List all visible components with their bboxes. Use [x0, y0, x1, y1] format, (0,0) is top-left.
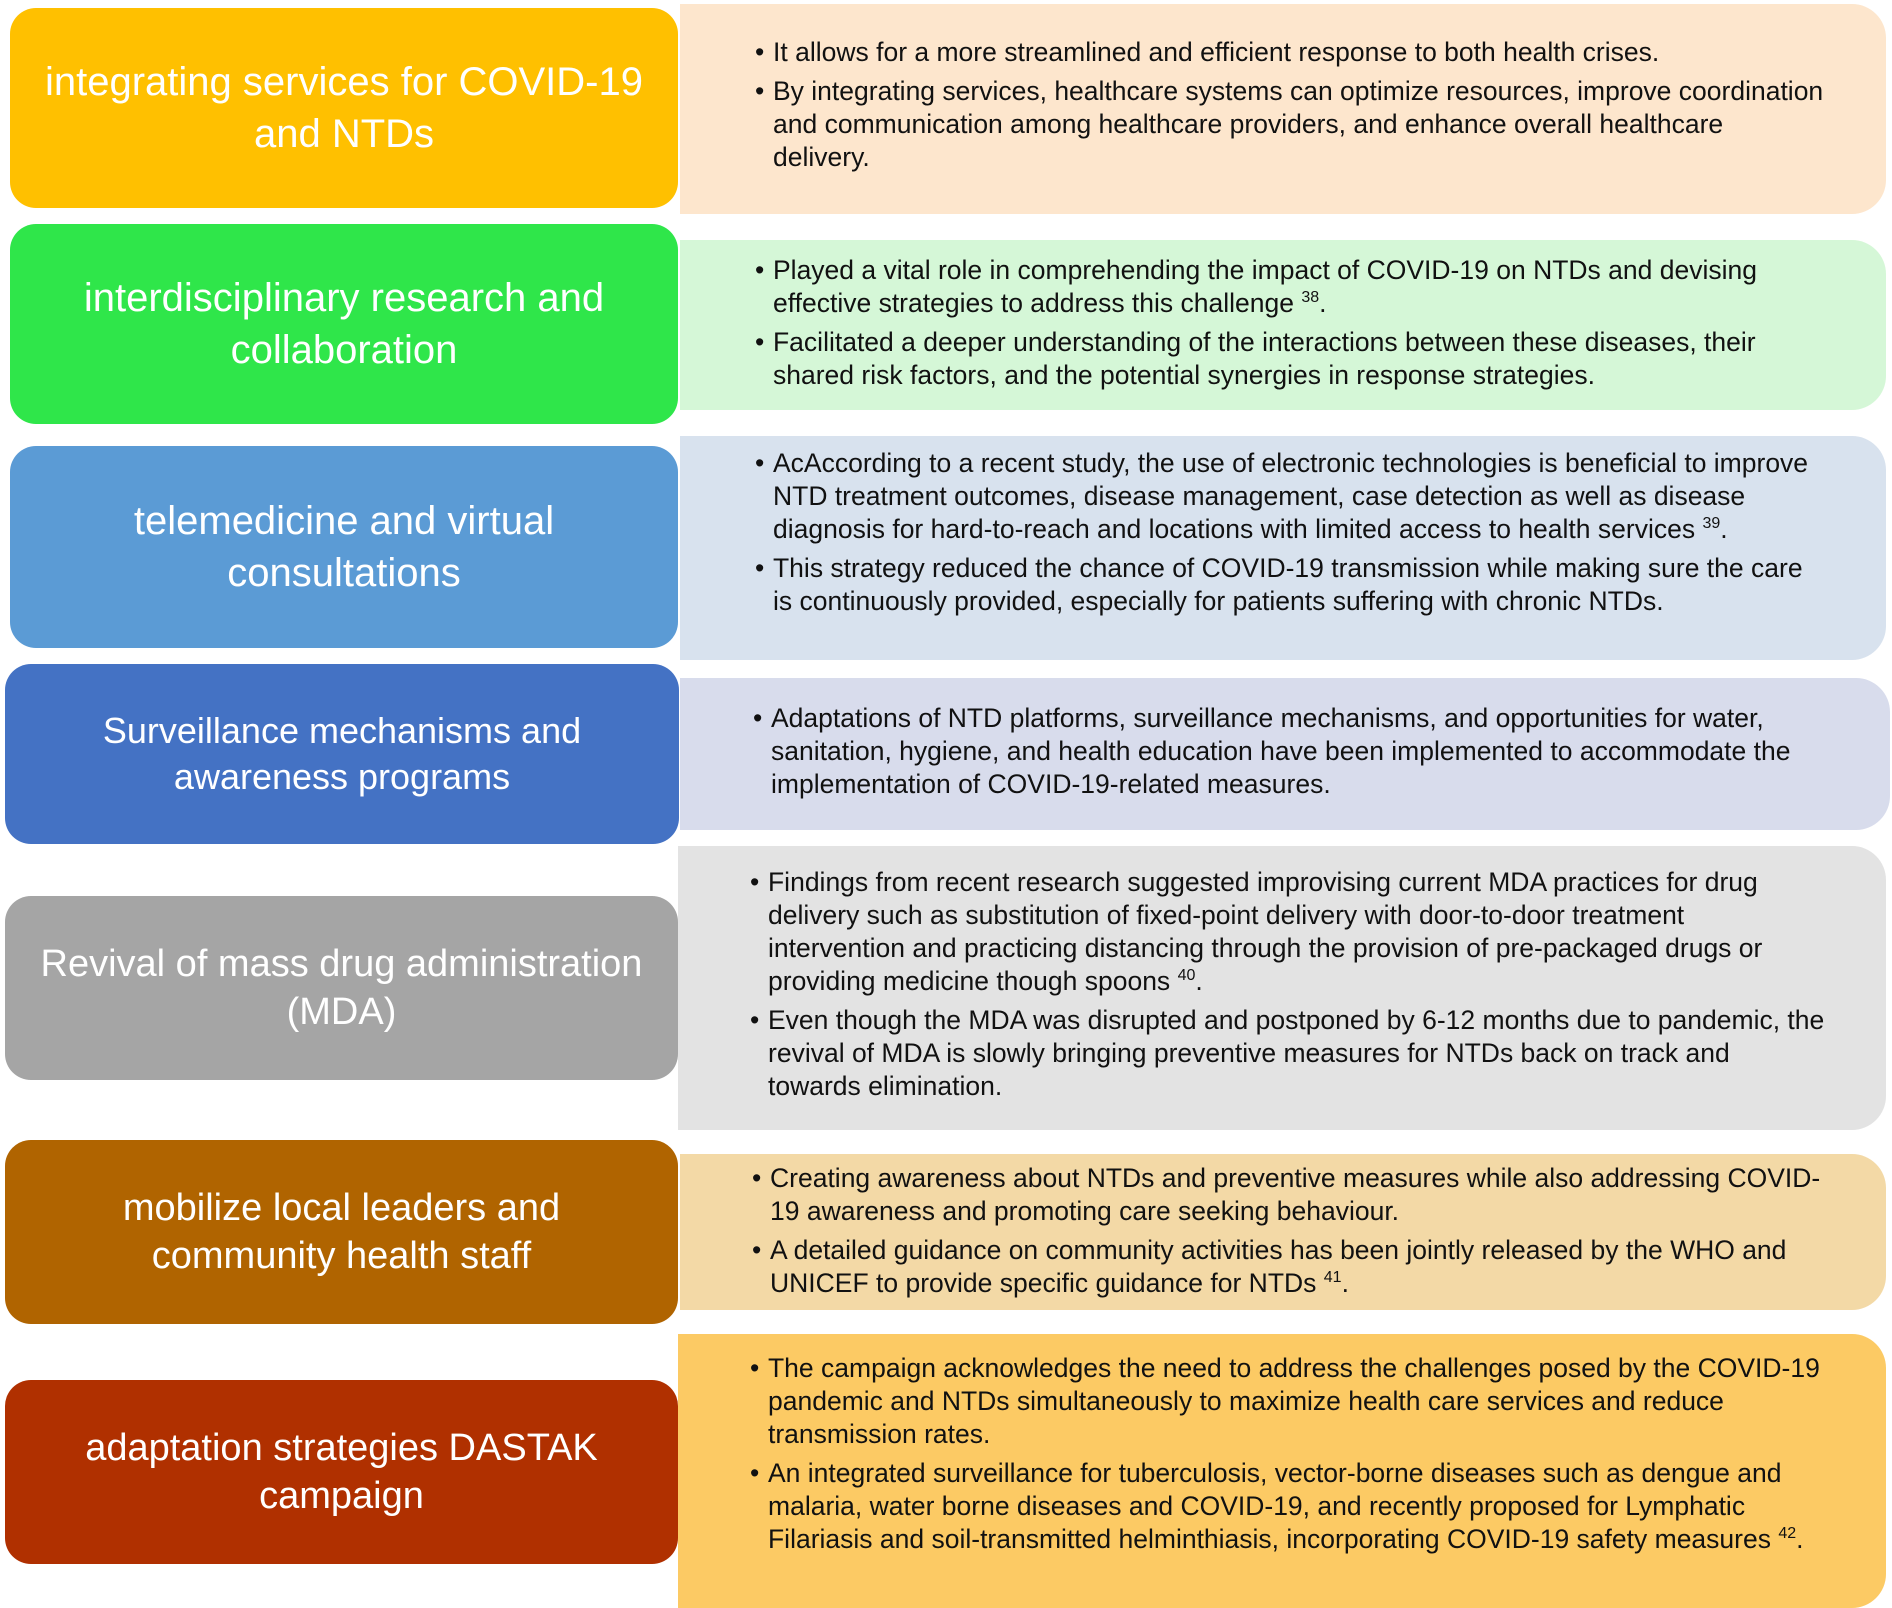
- bullet-text: Findings from recent research suggested improvising current MDA practices for drug delivery such as substitution of fixed-point delivery with door-to-door treatment intervention and practicing distancing through the provision of pre-packaged drugs or providing medicine though spoons: [768, 867, 1763, 996]
- bullet-text: A detailed guidance on community activities has been jointly released by the WHO and UNICEF to provide specific guidance for NTDs: [770, 1235, 1787, 1298]
- citation-ref: 38: [1301, 289, 1320, 306]
- bullet-item: • A detailed guidance on community activities has been jointly released by the WHO and UNICEF to provide specific guidance for NTDs $^{41}$.: [752, 1235, 1787, 1298]
- bullet-text: AcAccording to a recent study, the use of electronic technologies is beneficial to improve NTD treatment outcomes, disease management, case detection as well as disease diagnosis for hard-to-reach and locations with limited access to health services: [773, 448, 1809, 544]
- row-title: interdisciplinary research and collaboration: [83, 276, 605, 372]
- row-title-box: [10, 224, 678, 424]
- bullet-text: Played a vital role in comprehending the impact of COVID-19 on NTDs and devising effective strategies to address this challenge: [773, 255, 1757, 318]
- bullet-text: It allows for a more streamlined and efficient response to both health crises.: [773, 37, 1660, 67]
- bullet-dot-icon: •: [750, 867, 760, 897]
- bullet-dot-icon: •: [750, 1353, 760, 1383]
- bullet-dot-icon: •: [750, 1005, 760, 1035]
- bullet-list: [750, 866, 1826, 1103]
- bullet-text: Creating awareness about NTDs and preventive measures while also addressing COVID-19 awareness and promoting care seeking behaviour.: [770, 1163, 1821, 1226]
- bullet-item: [755, 36, 1826, 69]
- bullet-item: • Findings from recent research suggested improvising current MDA practices for drug delivery such as substitution of fixed-point delivery with door-to-door treatment intervention and practicing distancing through the provision of pre-packaged drugs or providing medicine though spoons $^{40}$.: [750, 867, 1763, 996]
- row-panel: [678, 1334, 1886, 1608]
- bullet-text: Adaptations of NTD platforms, surveillance mechanisms, and opportunities for water, sanitation, hygiene, and health education have been implemented to accommodate the implementation of COVID-19-related measures.: [771, 703, 1791, 799]
- bullet-list: [752, 1162, 1826, 1300]
- row-panel: [680, 1154, 1886, 1310]
- row-title: Surveillance mechanisms and awareness programs: [102, 710, 582, 797]
- row-panel: [680, 4, 1886, 214]
- bullet-dot-icon: •: [750, 1458, 760, 1488]
- bullet-list: [753, 702, 1830, 801]
- bullet-dot-icon: •: [755, 448, 765, 478]
- bullet-item: [752, 1162, 1826, 1228]
- row-title-box: [5, 1380, 678, 1564]
- row-title-box: [5, 896, 678, 1080]
- row-title: mobilize local leaders and community health staff: [122, 1187, 561, 1277]
- bullet-list: [755, 447, 1826, 618]
- bullet-text: This strategy reduced the chance of COVID-19 transmission while making sure the care is continuously provided, especially for patients suffering with chronic NTDs.: [773, 553, 1803, 616]
- bullet-dot-icon: •: [752, 1163, 762, 1193]
- bullet-item: • Played a vital role in comprehending the impact of COVID-19 on NTDs and devising effective strategies to address this challenge $^{38}$.: [755, 255, 1757, 318]
- bullet-item: [750, 1004, 1826, 1103]
- bullet-list: [755, 36, 1826, 174]
- citation-ref: 41: [1323, 1269, 1342, 1286]
- bullet-text: Even though the MDA was disrupted and postponed by 6-12 months due to pandemic, the revival of MDA is slowly bringing preventive measures for NTDs back on track and towards elimination.: [768, 1005, 1825, 1101]
- bullet-item: • AcAccording to a recent study, the use of electronic technologies is beneficial to improve NTD treatment outcomes, disease management, case detection as well as disease diagnosis for hard-to-reach and locations with limited access to health services $^{39}$.: [755, 448, 1809, 544]
- bullet-list: [755, 254, 1826, 392]
- row-title-box: [5, 664, 679, 844]
- citation-ref: 39: [1702, 515, 1721, 532]
- bullet-item: [755, 75, 1826, 174]
- bullet-item: [753, 702, 1830, 801]
- citation-ref: 42: [1778, 1525, 1797, 1542]
- bullet-item: [755, 552, 1826, 618]
- row-title: integrating services for COVID-19 and NTDs: [44, 60, 643, 156]
- bullet-dot-icon: •: [755, 255, 765, 285]
- row-title-box: [10, 446, 678, 648]
- bullet-text: Facilitated a deeper understanding of the interactions between these diseases, their shared risk factors, and the potential synergies in response strategies.: [773, 327, 1756, 390]
- bullet-text: An integrated surveillance for tuberculosis, vector-borne diseases such as dengue and malaria, water borne diseases and COVID-19, and recently proposed for Lymphatic Filariasis and soil-transmitted helminthiasis, incorporating COVID-19 safety measures: [768, 1458, 1782, 1554]
- row-title: Revival of mass drug administration (MDA): [40, 943, 643, 1033]
- bullet-dot-icon: •: [755, 76, 765, 106]
- bullet-dot-icon: •: [755, 327, 765, 357]
- row-title: adaptation strategies DASTAK campaign: [85, 1427, 598, 1517]
- bullet-dot-icon: •: [755, 37, 765, 67]
- row-panel: [680, 240, 1886, 410]
- row-panel: [680, 436, 1886, 660]
- bullet-dot-icon: •: [752, 1235, 762, 1265]
- row-title: telemedicine and virtual consultations: [133, 499, 555, 595]
- bullet-text: By integrating services, healthcare systems can optimize resources, improve coordination and communication among healthcare providers, and enhance overall healthcare delivery.: [773, 76, 1824, 172]
- bullet-list: [750, 1352, 1826, 1556]
- row-title-box: [5, 1140, 678, 1324]
- bullet-item: [750, 1352, 1826, 1451]
- row-title-box: [10, 8, 678, 208]
- row-panel: [678, 846, 1886, 1130]
- bullet-dot-icon: •: [755, 553, 765, 583]
- bullet-dot-icon: •: [753, 703, 763, 733]
- citation-ref: 40: [1177, 967, 1196, 984]
- bullet-item: • An integrated surveillance for tuberculosis, vector-borne diseases such as dengue and malaria, water borne diseases and COVID-19, and recently proposed for Lymphatic Filariasis and soil-transmitted helminthiasis, incorporating COVID-19 safety measures $^{42}$.: [750, 1458, 1804, 1554]
- bullet-item: [755, 326, 1826, 392]
- row-panel: [680, 678, 1890, 830]
- bullet-text: The campaign acknowledges the need to address the challenges posed by the COVID-19 pandemic and NTDs simultaneously to maximize health care services and reduce transmission rates.: [768, 1353, 1820, 1449]
